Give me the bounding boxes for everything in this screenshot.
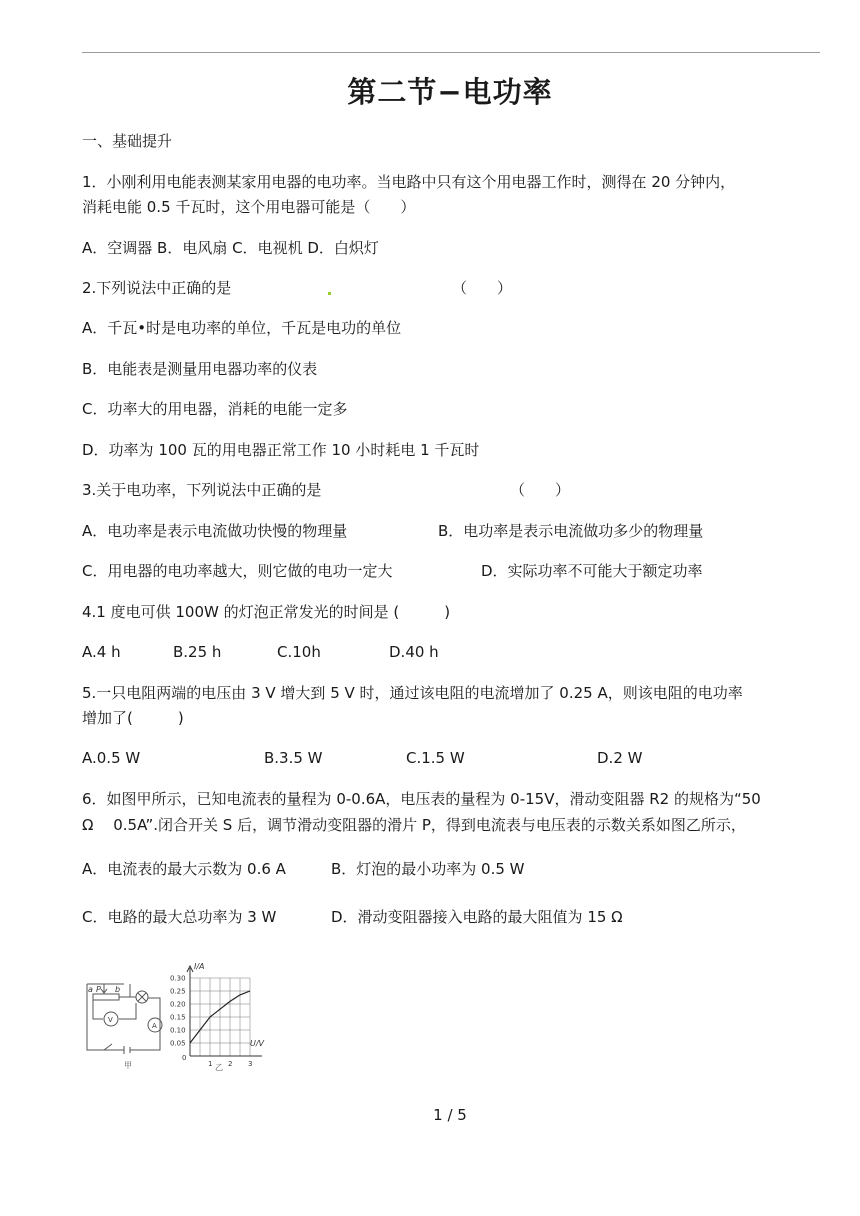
- q4-option-d: D.40 h: [389, 643, 439, 661]
- q2-option-b: B．电能表是测量用电器功率的仪表: [82, 360, 318, 378]
- graph-caption: 乙: [215, 1063, 223, 1072]
- q5-text-line1: 5.一只电阻两端的电压由 3 V 增大到 5 V 时，通过该电阻的电流增加了 0.25 A，则该电阻的电功率: [82, 684, 743, 702]
- section-heading: 一、基础提升: [82, 132, 173, 150]
- rheostat-symbol: [93, 994, 119, 1000]
- label-p: P: [96, 985, 101, 994]
- q2-answer-paren: （ ）: [452, 279, 513, 297]
- battery-symbol: [124, 1046, 130, 1054]
- page-number: 1 / 5: [433, 1106, 467, 1124]
- x-axis-label: U/V: [250, 1039, 265, 1048]
- q1-text-line2: 消耗电能 0.5 千瓦时，这个用电器可能是（ ）: [82, 198, 416, 216]
- q2-option-a: A．千瓦•时是电功率的单位，千瓦是电功的单位: [82, 319, 402, 337]
- q6-text-line2: Ω 0.5A”.闭合开关 S 后，调节滑动变阻器的滑片 P，得到电流表与电压表的示数关系如图乙所示，: [82, 816, 746, 834]
- q2-stem: 2.下列说法中正确的是: [82, 279, 232, 297]
- q5-option-a: A.0.5 W: [82, 749, 141, 767]
- y-tick-label: 0.15: [170, 1013, 186, 1022]
- q4-option-b: B.25 h: [173, 643, 222, 661]
- q6-text-line1: 6．如图甲所示，已知电流表的量程为 0-0.6A，电压表的量程为 0-15V，滑动变阻器 R2 的规格为“50: [82, 790, 761, 808]
- q1-text-line1: 1．小刚利用电能表测某家用电器的电功率。当电路中只有这个用电器工作时，测得在 20 分钟内，: [82, 173, 736, 191]
- q6-option-b: B．灯泡的最小功率为 0.5 W: [331, 860, 525, 878]
- circuit-diagram: [84, 978, 168, 1070]
- q4-option-c: C.10h: [277, 643, 321, 661]
- meter-a-label: A: [152, 1022, 157, 1030]
- q3-option-c: C．用电器的电功率越大，则它做的电功一定大: [82, 562, 393, 580]
- q6-option-a: A．电流表的最大示数为 0.6 A: [82, 860, 286, 878]
- q3-answer-paren: （ ）: [510, 481, 571, 499]
- stray-dot-mark: [328, 292, 331, 295]
- lamp-cross: [138, 993, 146, 1001]
- x-tick-label: 2: [228, 1060, 233, 1068]
- origin-label: 0: [182, 1054, 187, 1062]
- circuit-wire: [119, 984, 130, 997]
- y-tick-label: 0.30: [170, 974, 186, 983]
- q2-option-d: D．功率为 100 瓦的用电器正常工作 10 小时耗电 1 千瓦时: [82, 441, 480, 459]
- y-tick-label: 0.10: [170, 1026, 186, 1035]
- x-tick-label: 1: [208, 1060, 213, 1068]
- y-tick-label: 0.05: [170, 1039, 186, 1048]
- q5-text-line2: 增加了( ): [82, 709, 184, 727]
- q3-option-a: A．电功率是表示电流做功快慢的物理量: [82, 522, 348, 540]
- q2-option-c: C．功率大的用电器，消耗的电能一定多: [82, 400, 348, 418]
- y-tick-label: 0.25: [170, 987, 186, 996]
- label-a: a: [88, 985, 93, 994]
- q6-option-c: C．电路的最大总功率为 3 W: [82, 908, 277, 926]
- circuit-caption: 甲: [124, 1061, 132, 1070]
- q5-option-c: C.1.5 W: [406, 749, 465, 767]
- q3-option-b: B．电功率是表示电流做功多少的物理量: [438, 522, 704, 540]
- q1-options: A．空调器 B．电风扇 C．电视机 D．白炽灯: [82, 239, 379, 257]
- y-tick-label: 0.20: [170, 1000, 186, 1009]
- meter-v-label: V: [108, 1016, 113, 1024]
- slider-arrow: [101, 984, 107, 993]
- q4-stem: 4.1 度电可供 100W 的灯泡正常发光的时间是 ( ): [82, 603, 451, 621]
- page-title: 第二节−电功率: [347, 75, 553, 109]
- q5-option-d: D.2 W: [597, 749, 643, 767]
- y-axis-label: I/A: [194, 962, 205, 971]
- q3-option-d: D．实际功率不可能大于额定功率: [481, 562, 703, 580]
- q3-stem: 3.关于电功率，下列说法中正确的是: [82, 481, 322, 499]
- header-rule: [82, 52, 820, 53]
- q4-option-a: A.4 h: [82, 643, 121, 661]
- label-b: b: [115, 985, 121, 994]
- x-tick-label: 3: [248, 1060, 253, 1068]
- q5-option-b: B.3.5 W: [264, 749, 323, 767]
- switch-symbol: [104, 1044, 112, 1050]
- q6-option-d: D．滑动变阻器接入电路的最大阻值为 15 Ω: [331, 908, 623, 926]
- iu-graph: [168, 958, 272, 1074]
